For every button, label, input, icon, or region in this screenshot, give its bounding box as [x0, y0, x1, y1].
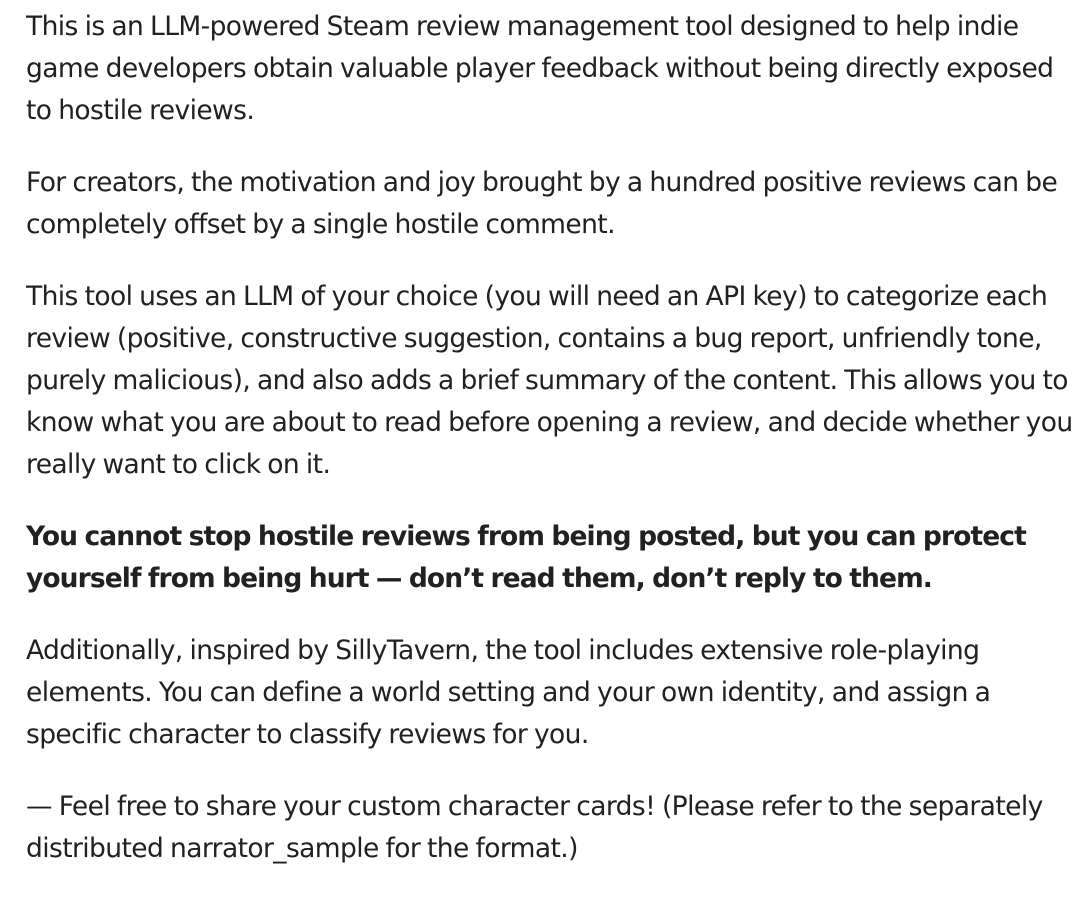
character-cards-paragraph: — Feel free to share your custom character cards! (Please refer to the separately distributed narrator_sample for the format.): [26, 791, 1043, 864]
features-paragraph: This tool uses an LLM of your choice (you will need an API key) to categorize each review (positive, constructive suggestion, contains a bug report, unfriendly tone, purely malicious), and also adds a brief summary of the content. This allows you to know what you are about to read before opening a review, and decide whether you really want to click on it.: [26, 281, 1073, 480]
intro-paragraph: This is an LLM-powered Steam review management tool designed to help indie game developers obtain valuable player feedback without being directly exposed to hostile reviews.: [26, 11, 1054, 126]
motivation-paragraph: For creators, the motivation and joy brought by a hundred positive reviews can be completely offset by a single hostile comment.: [26, 167, 1058, 240]
emphasis-paragraph: You cannot stop hostile reviews from being posted, but you can protect yourself from being hurt — don’t read them, don’t reply to them.: [26, 521, 1026, 594]
article-body: [26, 6, 1078, 900]
roleplay-paragraph: Additionally, inspired by SillyTavern, the tool includes extensive role-playing elements. You can define a world setting and your own identity, and assign a specific character to classify reviews for you.: [26, 635, 991, 750]
